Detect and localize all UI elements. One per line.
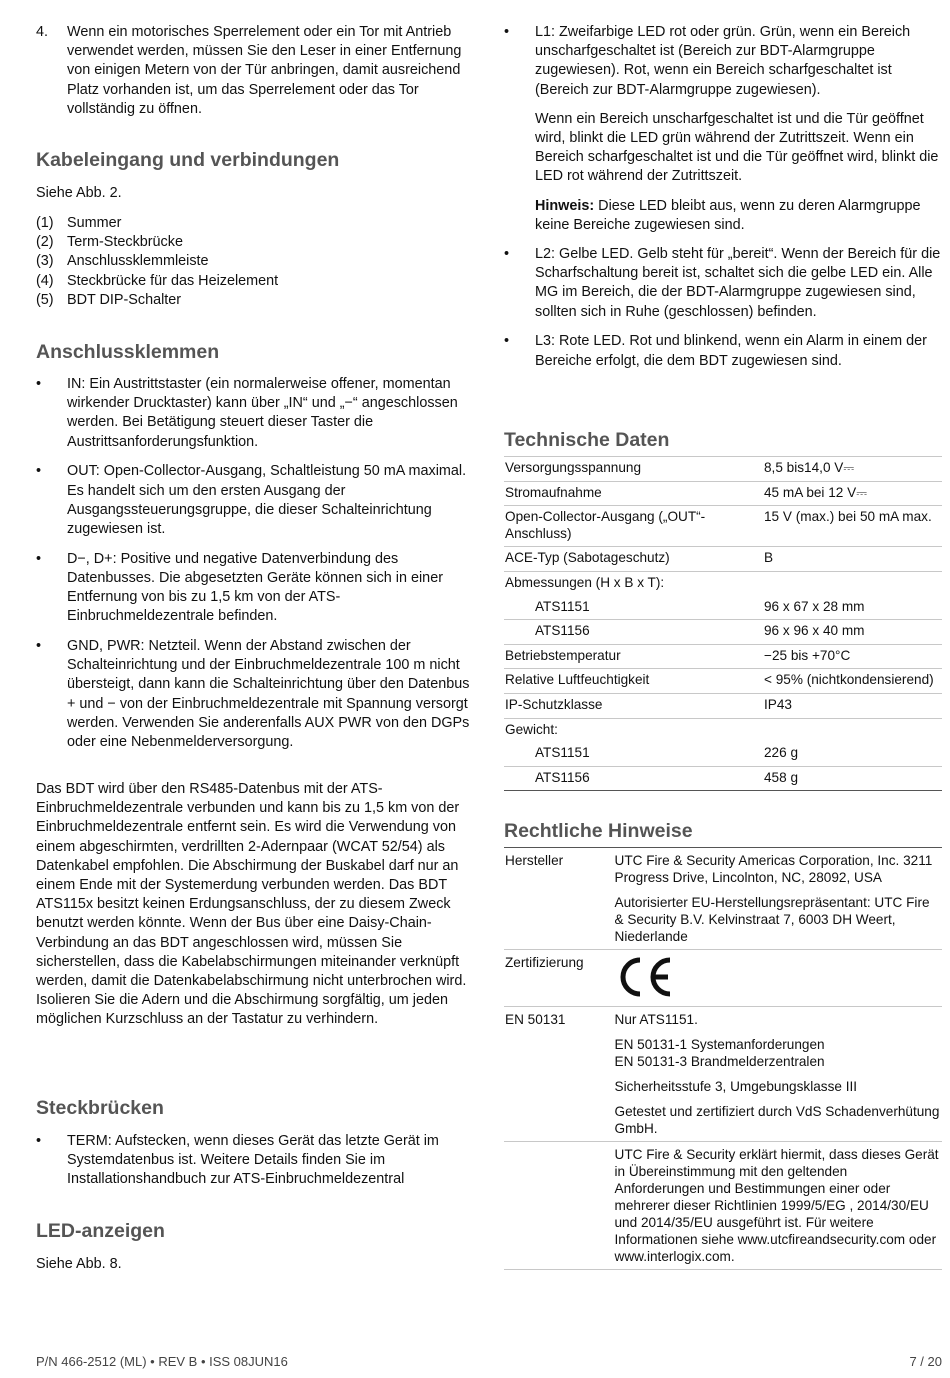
list-item-label: Term-Steckbrücke (67, 234, 183, 251)
legal-value: Sicherheitsstufe 3, Umgebungsklasse III (614, 1079, 858, 1094)
bullet: • (36, 463, 42, 480)
terminals-list (36, 375, 472, 763)
standard-line: EN 50131-3 Brandmelderzentralen (614, 1054, 825, 1069)
bullet: • (36, 550, 42, 567)
list-item (36, 462, 472, 539)
legal-value: Getestet und zertifiziert durch VdS Schadenverhütung GmbH. (614, 1099, 943, 1142)
spec-label: Versorgungsspannung (504, 457, 763, 482)
spec-label: ATS1156 (504, 620, 763, 645)
step-number: 4. (36, 24, 49, 40)
bullet: • (36, 376, 42, 392)
table-row (504, 693, 942, 718)
legal-value (614, 950, 943, 1007)
legal-label: Hersteller (504, 848, 614, 950)
spec-label: ATS1151 (504, 742, 763, 766)
table-row (504, 742, 942, 766)
heading-led-indicators: LED-anzeigen (36, 1220, 165, 1242)
note-label: Hinweis: (535, 197, 595, 214)
list-item-number: (1) (36, 215, 54, 231)
spec-label: IP-Schutzklasse (504, 693, 763, 718)
spec-value: 8,5 bis14,0 V⎓ (763, 457, 942, 482)
table-row (504, 848, 942, 891)
technical-data-table (504, 456, 942, 791)
spec-label: Stromaufnahme (504, 481, 763, 506)
table-row (504, 620, 942, 645)
list-item (36, 291, 472, 310)
legal-label: EN 50131 (504, 1007, 614, 1142)
list-item (36, 272, 472, 291)
table-row (504, 950, 942, 1007)
list-item-text: D−, D+: Positive und negative Datenverbindung des Datenbusses. Die abgesetzten Geräte können sich in einer Entfernung von bis zu 1,5 km von der ATS-Einbruchmeldezentrale befinden. (67, 550, 443, 625)
list-item-number: (3) (36, 253, 54, 270)
table-row (504, 766, 942, 791)
list-item (36, 252, 472, 271)
bullet: • (36, 637, 42, 654)
spec-label: Relative Luftfeuchtigkeit (504, 669, 763, 694)
list-item-text: IN: Ein Austrittstaster (ein normalerweise offener, momentan wirkender Drucktaster) kann über „IN“ und „−“ angeschlossen werden. Bei Betätigung steuert dieser Taster die Austrittsanforderungsfunktion. (67, 376, 458, 450)
legal-value: Autorisierter EU-Herstellungsrepräsentant: UTC Fire & Security B.V. Kelvinstraat 7, 6003 DH Weert, Niederlande (614, 890, 943, 950)
list-item-text: OUT: Open-Collector-Ausgang, Schaltleistung 50 mA maximal. Es handelt sich um den ersten Ausgang der Ausgangssteuerungsgruppe, die dieser Schalteinrichtung zugewiesen ist. (67, 463, 467, 537)
table-row (504, 1007, 942, 1033)
ce-mark-icon (615, 954, 675, 998)
bullet: • (504, 333, 510, 350)
table-row (504, 506, 942, 547)
table-row (504, 718, 942, 742)
list-item (36, 375, 472, 452)
table-row (504, 457, 942, 482)
list-item-label: BDT DIP-Schalter (67, 291, 182, 308)
list-item-label: Steckbrücke für das Heizelement (67, 272, 279, 289)
table-row (504, 669, 942, 694)
list-item (36, 214, 472, 233)
list-item-label: Anschlussklemmleiste (67, 253, 209, 270)
bullet: • (36, 1133, 42, 1149)
spec-value: 96 x 96 x 40 mm (763, 620, 942, 645)
led-intro: Siehe Abb. 8. (36, 1256, 122, 1272)
legal-label: Zertifizierung (504, 950, 614, 1007)
list-item (36, 1132, 472, 1190)
legal-value: Nur ATS1151. (614, 1012, 698, 1027)
list-item-label: Summer (67, 215, 122, 231)
heading-cable-entry: Kabeleingang und verbindungen (36, 149, 340, 171)
spec-value: B (763, 547, 942, 572)
spec-value: IP43 (763, 693, 942, 718)
list-item-text: L3: Rote LED. Rot und blinkend, wenn ein Alarm in einem der Bereiche erfolgt, die dem BDT zugewiesen sind. (535, 333, 927, 369)
list-item-number: (5) (36, 291, 54, 308)
standard-line: EN 50131-1 Systemanforderungen (614, 1037, 825, 1052)
list-item (504, 23, 942, 100)
table-row (504, 571, 942, 595)
led-note (504, 197, 942, 235)
spec-label: Open-Collector-Ausgang („OUT“-Anschluss) (504, 506, 763, 547)
list-item (504, 245, 942, 322)
spec-value: < 95% (nichtkondensierend) (763, 669, 942, 694)
list-item (504, 332, 942, 370)
list-item-number: (2) (36, 234, 54, 251)
bullet: • (504, 246, 510, 263)
table-row (504, 481, 942, 506)
legal-label (504, 1142, 614, 1270)
footer-page-number: 7 / 20 (909, 1354, 942, 1369)
list-item-text: GND, PWR: Netzteil. Wenn der Abstand zwischen der Schalteinrichtung und der Einbruchmeldezentrale 100 m nicht übersteigt, dann kann die Schalteinrichtung über den Datenbus + und − von der Einbruchmeldezentrale mit Spannung versorgt werden. Verwenden Sie anderenfalls AUX PWR von den DGPs oder eine Nebenmelderversorgung. (67, 637, 470, 750)
spec-label: Gewicht: (505, 721, 558, 737)
led-detail: Wenn ein Bereich unscharfgeschaltet ist und die Tür geöffnet wird, blinkt die LED grün während der Zutrittszeit. Wenn ein Bereich scharfgeschaltet ist und die Tür geöffnet wird, blinkt die LED rot während der Zutrittszeit. (535, 110, 939, 185)
heading-terminals: Anschlussklemmen (36, 341, 220, 363)
spec-value (763, 571, 942, 595)
list-item-text: TERM: Aufstecken, wenn dieses Gerät das letzte Gerät im Systemdatenbus ist. Weitere Details finden Sie im Installationshandbuch zur ATS-Einbruchmeldezentral (67, 1133, 439, 1188)
table-row (504, 644, 942, 669)
table-row (504, 547, 942, 572)
table-row (504, 596, 942, 620)
table-row (504, 1142, 942, 1270)
bullet: • (504, 24, 510, 40)
list-item-number: (4) (36, 272, 54, 289)
note-text: Diese LED bleibt aus, wenn zu deren Alarmgruppe keine Bereiche zugewiesen sind. (535, 197, 921, 233)
spec-label: ATS1156 (504, 766, 763, 791)
step-text: Wenn ein motorisches Sperrelement oder ein Tor mit Antrieb verwendet werden, müssen Sie den Leser in einer Entfernung von einigen Metern von der Tür anbringen, damit ausreichend Platz vorhanden ist, um das Sperrelement oder das Tor vollständig zu öffnen. (67, 24, 462, 117)
list-item (36, 233, 472, 252)
list-item-text: L1: Zweifarbige LED rot oder grün. Grün, wenn ein Bereich unscharfgeschaltet ist (Bereich zur BDT-Alarmgruppe zugewiesen). Rot, wenn ein Bereich scharfgeschaltet ist (Bereich zur BDT-Alarmgruppe zugewiesen). (535, 24, 911, 98)
spec-value: 96 x 67 x 28 mm (763, 596, 942, 620)
spec-label: Betriebstemperatur (504, 644, 763, 669)
spec-value: 458 g (763, 766, 942, 791)
footer-part-number: P/N 466-2512 (ML) • REV B • ISS 08JUN16 (36, 1354, 288, 1369)
heading-jumpers: Steckbrücken (36, 1097, 164, 1119)
spec-value: 226 g (763, 742, 942, 766)
list-item (36, 637, 472, 752)
heading-technical-data: Technische Daten (504, 429, 670, 451)
list-item-text: L2: Gelbe LED. Gelb steht für „bereit“. Wenn der Bereich für die Scharfschaltung bereit ist, schaltet sich die gelbe LED ein. Alle MG im Bereich, die der BDT-Alarmgruppe zugewiesen sind, sollten sich in Ruhe (geschlossen) befinden. (535, 246, 941, 320)
legal-value (614, 1032, 943, 1074)
spec-label: ACE-Typ (Sabotageschutz) (504, 547, 763, 572)
rs485-paragraph: Das BDT wird über den RS485-Datenbus mit der ATS-Einbruchmeldezentrale verbunden und kann bis zu 1,5 km von der Einbruchmeldezentrale entfernt sein. Es wird die Verwendung von einem abgeschirmten, verdrillten 2-Adernpaar (WCAT 52/54) als Datenkabel empfohlen. Die Abschirmung der Buskabel darf nur an einem Ende mit der Systemerdung verbunden werden. Das BDT ATS115x besitzt keinen Erdungsanschluss, der zu diesem Zweck benutzt werden könnte. Wenn der Bus über eine Daisy-Chain-Verbindung an das BDT angeschlossen wird, müssen Sie sicherstellen, dass die Kabelabschirmungen miteinander verknüpft werden, damit die Datenkabelabschirmung nicht unterbrochen wird. Isolieren Sie die Adern und die Abschirmung sorgfältig, um jeden möglichen Kurzschluss an der Tastatur zu verhindern. (36, 781, 467, 1028)
install-step-4 (36, 23, 472, 119)
legal-table (504, 847, 942, 1270)
spec-value: 45 mA bei 12 V⎓ (763, 481, 942, 506)
list-item (36, 550, 472, 627)
led-list (504, 23, 942, 381)
spec-value: −25 bis +70°C (763, 644, 942, 669)
legal-value: UTC Fire & Security erklärt hiermit, dass dieses Gerät in Übereinstimmung mit den geltenden Anforderungen und Bestimmungen einer oder mehrerer dieser Richtlinien 1999/5/EG , 2014/30/EU und 2014/35/EU ausgeführt ist. Für weitere Informationen siehe www.utcfireandsecurity.com oder www.interlogix.com. (614, 1142, 943, 1270)
heading-legal-notices: Rechtliche Hinweise (504, 820, 693, 842)
spec-label: Abmessungen (H x B x T): (505, 574, 665, 590)
cable-intro: Siehe Abb. 2. (36, 185, 122, 201)
spec-value (763, 718, 942, 742)
spec-label: ATS1151 (504, 596, 763, 620)
spec-value: 15 V (max.) bei 50 mA max. (763, 506, 942, 547)
legal-value: UTC Fire & Security Americas Corporation, Inc. 3211 Progress Drive, Lincolnton, NC, 28092, USA (614, 848, 943, 891)
parts-list (36, 214, 472, 310)
